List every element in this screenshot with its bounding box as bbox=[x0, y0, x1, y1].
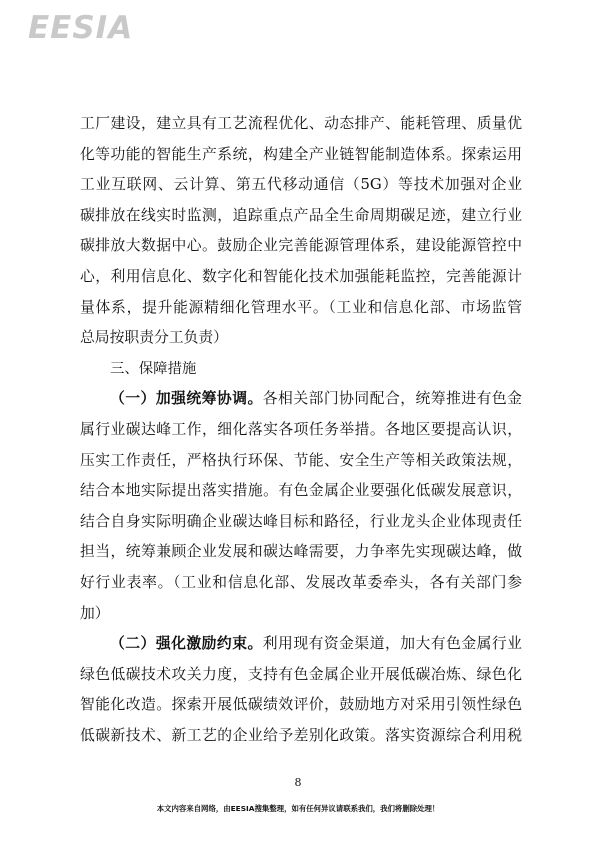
body-line: 各相关部门协同配合，统筹推进有色金 bbox=[262, 390, 522, 408]
body-line: 总局按职责分工负责） bbox=[80, 329, 228, 347]
body-line: 属行业碳达峰工作，细化落实各项任务举措。各地区要提高认识， bbox=[80, 420, 522, 438]
body-line: 化等功能的智能生产系统，构建全产业链智能制造体系。探索运用 bbox=[80, 145, 522, 163]
body-line: 好行业表率。（工业和信息化部、发展改革委牵头，各有关部门参 bbox=[80, 573, 522, 591]
body-line: 智能化改造。探索开展低碳绩效评价，鼓励地方对采用引领性绿色 bbox=[80, 696, 522, 714]
body-line: 加） bbox=[80, 604, 110, 622]
body-line: 结合自身实际明确企业碳达峰目标和路径，行业龙头企业体现责任 bbox=[80, 512, 522, 530]
body-line: 碳排放大数据中心。鼓励企业完善能源管理体系，建设能源管控中 bbox=[80, 237, 522, 255]
body-line: 利用现有资金渠道，加大有色金属行业 bbox=[262, 635, 522, 653]
item-2-first-line bbox=[80, 629, 522, 660]
item-1-title: （一）加强统筹协调。 bbox=[110, 390, 263, 408]
body-line: 低碳新技术、新工艺的企业给予差别化政策。落实资源综合利用税 bbox=[80, 726, 522, 744]
body-line: 心，利用信息化、数字化和智能化技术加强能耗监控，完善能源计 bbox=[80, 267, 522, 285]
item-2-title: （二）强化激励约束。 bbox=[110, 635, 263, 653]
document-body bbox=[80, 109, 522, 751]
body-line: 量体系，提升能源精细化管理水平。（工业和信息化部、市场监管 bbox=[80, 298, 522, 316]
item-1-first-line bbox=[80, 384, 522, 415]
body-line: 结合本地实际提出落实措施。有色金属企业要强化低碳发展意识， bbox=[80, 482, 522, 500]
section-heading: 三、保障措施 bbox=[110, 360, 197, 377]
body-line: 碳排放在线实时监测，追踪重点产品全生命周期碳足迹，建立行业 bbox=[80, 206, 522, 224]
page-number: 8 bbox=[294, 776, 302, 789]
body-line: 工厂建设，建立具有工艺流程优化、动态排产、能耗管理、质量优 bbox=[80, 115, 522, 132]
body-line: 工业互联网、云计算、第五代移动通信（5G）等技术加强对企业 bbox=[80, 176, 522, 194]
eesia-logo: EESIA bbox=[28, 10, 134, 46]
body-line: 绿色低碳技术攻关力度，支持有色金属企业开展低碳冶炼、绿色化 bbox=[80, 665, 522, 683]
body-line: 担当，统筹兼顾企业发展和碳达峰需要，力争率先实现碳达峰，做 bbox=[80, 543, 522, 561]
body-line: 压实工作责任，严格执行环保、节能、安全生产等相关政策法规， bbox=[80, 451, 522, 469]
footer-disclaimer: 本文内容来自网络，由EESIA搜集整理，如有任何异议请联系我们，我们将删除处理！ bbox=[156, 804, 440, 813]
